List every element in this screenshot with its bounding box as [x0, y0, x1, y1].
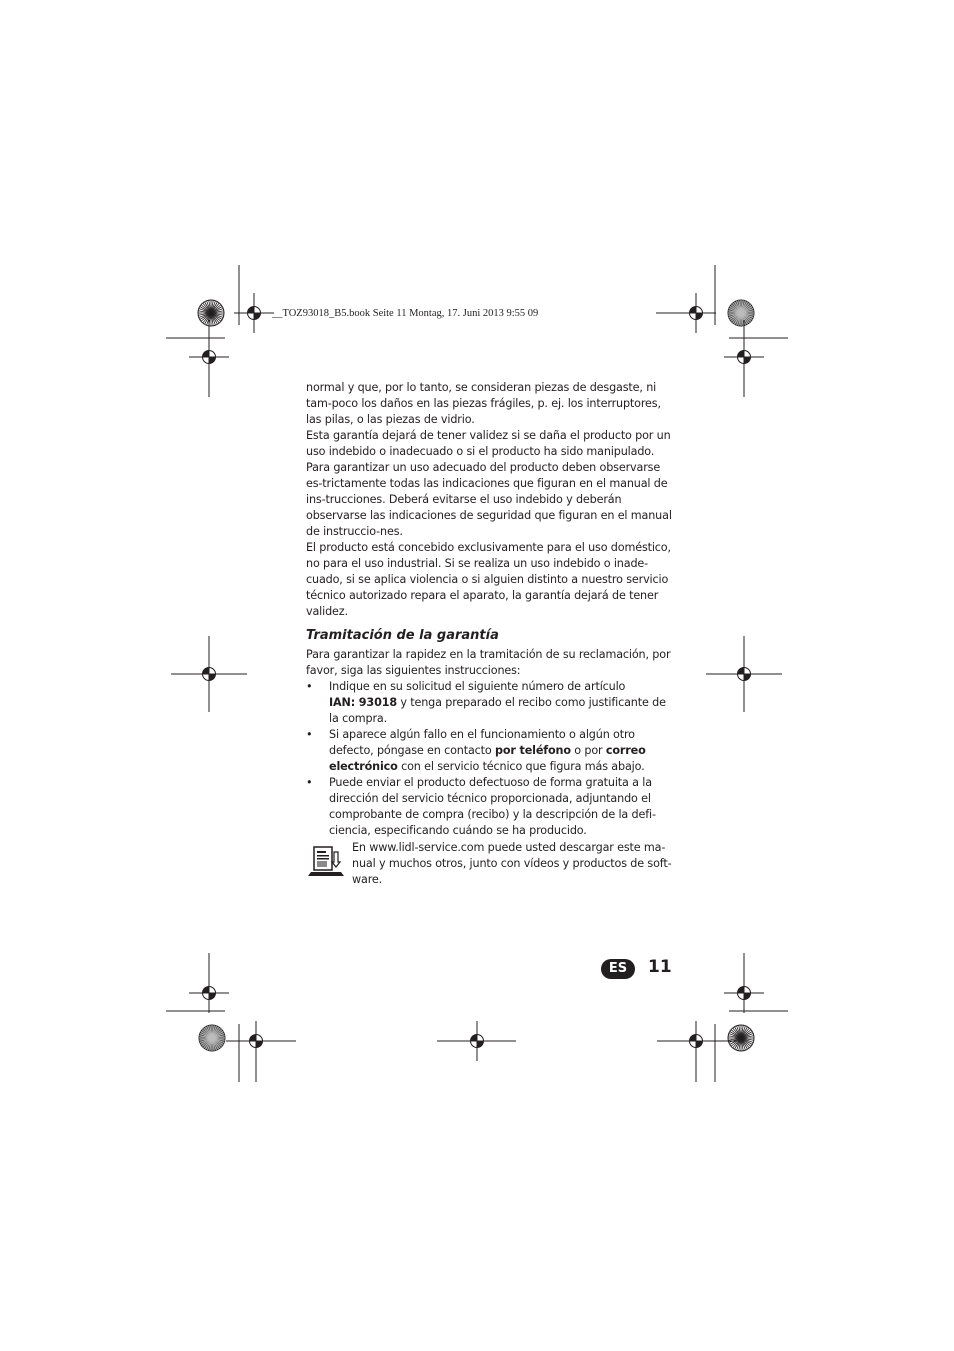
color-registration-target-icon	[199, 1025, 225, 1051]
bullet-text: o por	[570, 744, 606, 757]
page-number: 11	[648, 957, 672, 977]
instruction-list	[306, 679, 672, 839]
section-intro: Para garantizar la rapidez en la tramitación de su reclamación, por favor, siga las siguientes instrucciones:	[306, 648, 671, 677]
bullet-text: Indique en su solicitud el siguiente número de artículo	[329, 680, 626, 693]
warranty-text-block	[306, 380, 672, 620]
section-heading: Tramitación de la garantía	[306, 628, 499, 643]
color-registration-target-icon	[198, 300, 224, 326]
bullet-text: con el servicio técnico que figura más abajo.	[397, 760, 645, 773]
color-registration-target-icon	[728, 300, 754, 326]
download-manual-icon	[306, 842, 346, 878]
list-item	[306, 679, 672, 727]
warranty-procedure-section	[306, 647, 672, 839]
online-manual-note: En www.lidl-service.com puede usted descargar este ma-nual y muchos otros, junto con vídeos y productos de soft-ware.	[352, 841, 672, 886]
print-file-info: __TOZ93018_B5.book Seite 11 Montag, 17. Juni 2013 9:55 09	[272, 308, 539, 319]
bullet-text: Puede enviar el producto defectuoso de forma gratuita a la dirección del servicio técnico proporcionada, adjuntando el comprobante de compra (recibo) y la descripción de la defi-ciencia, especificando cuándo se ha producido.	[329, 776, 656, 837]
bullet-icon: •	[306, 728, 313, 741]
email-contact: correo electrónico	[329, 744, 646, 773]
color-registration-target-icon	[728, 1025, 754, 1051]
ian-number: IAN: 93018	[329, 696, 397, 709]
phone-contact: por teléfono	[495, 744, 571, 757]
bullet-icon: •	[306, 680, 313, 693]
list-item	[306, 775, 672, 839]
registration-crosshair-icon	[234, 293, 274, 333]
paragraph: normal y que, por lo tanto, se consideran piezas de desgaste, ni tam-poco los daños en las piezas frágiles, p. ej. los interruptores, las pilas, o las piezas de vidrio.	[306, 381, 661, 426]
registration-crosshair-icon	[171, 636, 247, 712]
bullet-icon: •	[306, 776, 313, 789]
list-item	[306, 727, 672, 775]
paragraph: El producto está concebido exclusivamente para el uso doméstico, no para el uso industrial. Si se realiza un uso indebido o inade-cuado, si se aplica violencia o si alguien distinto a nuestro servicio técnico autorizado repara el aparato, la garantía dejará de tener validez.	[306, 541, 671, 618]
registration-crosshair-icon	[706, 636, 782, 712]
bullet-text: y tenga preparado el recibo como justificante de la compra.	[329, 696, 666, 725]
language-badge: ES	[601, 959, 635, 979]
paragraph: Esta garantía dejará de tener validez si se daña el producto por un uso indebido o inadecuado o si el producto ha sido manipulado. Para garantizar un uso adecuado del producto deben observarse es-trictamente todas las indicaciones que figuran en el manual de ins-trucciones. Deberá evitarse el uso indebido y deberán observarse las indicaciones de seguridad que figuran en el manual de instruccio-nes.	[306, 429, 672, 538]
bullet-text: Si aparece algún fallo en el funcionamiento o algún otro defecto, póngase en contacto	[329, 728, 635, 757]
